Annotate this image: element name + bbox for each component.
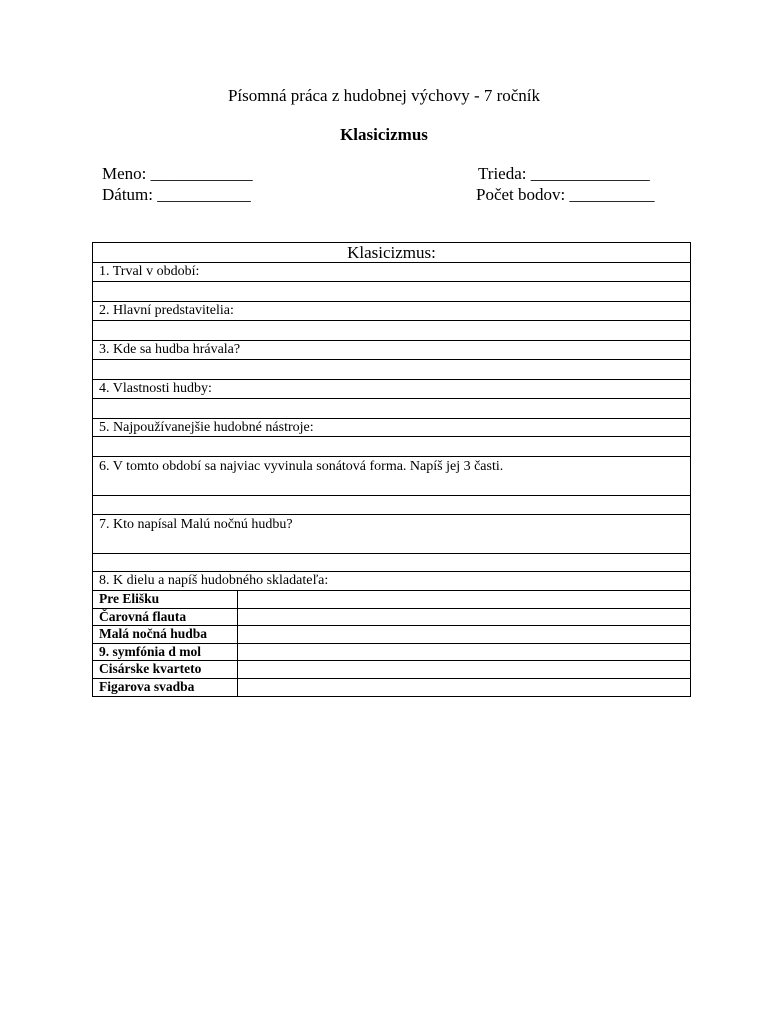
answer-row-6: [93, 496, 690, 515]
class-field: Trieda: ______________: [478, 164, 650, 183]
work-title: 9. symfónia d mol: [93, 644, 238, 661]
answer-row-2: [93, 321, 690, 341]
work-row: [93, 591, 690, 609]
answer-row-7: [93, 554, 690, 572]
quiz-table-heading: Klasicizmus:: [93, 243, 690, 263]
question-3: 3. Kde sa hudba hrávala?: [93, 341, 690, 360]
points-field: Počet bodov: __________: [476, 185, 655, 204]
answer-row-1: [93, 282, 690, 302]
quiz-table: [92, 242, 691, 697]
composer-answer-cell: [238, 644, 690, 661]
work-title: Pre Elišku: [93, 591, 238, 608]
work-row: [93, 661, 690, 679]
question-4: 4. Vlastnosti hudby:: [93, 380, 690, 399]
composer-answer-cell: [238, 609, 690, 626]
work-row: [93, 626, 690, 644]
date-field: Dátum: ___________: [102, 185, 251, 204]
work-title: Čarovná flauta: [93, 609, 238, 626]
answer-row-3: [93, 360, 690, 380]
answer-row-5: [93, 437, 690, 457]
work-title: Malá nočná hudba: [93, 626, 238, 643]
composer-answer-cell: [238, 661, 690, 678]
page-title: Písomná práca z hudobnej výchovy - 7 ročník: [227, 86, 541, 105]
composer-answer-cell: [238, 679, 690, 697]
question-2: 2. Hlavní predstavitelia:: [93, 302, 690, 321]
question-8: 8. K dielu a napíš hudobného skladateľa:: [93, 572, 690, 591]
question-6: 6. V tomto období sa najviac vyvinula sonátová forma. Napíš jej 3 časti.: [93, 457, 690, 496]
work-title: Figarova svadba: [93, 679, 238, 697]
work-row: [93, 679, 690, 697]
topic-title: Klasicizmus: [340, 125, 428, 144]
name-field: Meno: ____________: [102, 164, 253, 183]
question-1: 1. Trval v období:: [93, 263, 690, 282]
work-row: [93, 644, 690, 662]
composer-answer-cell: [238, 591, 690, 608]
composer-answer-cell: [238, 626, 690, 643]
work-title: Cisárske kvarteto: [93, 661, 238, 678]
answer-row-4: [93, 399, 690, 419]
work-row: [93, 609, 690, 627]
question-5: 5. Najpoužívanejšie hudobné nástroje:: [93, 419, 690, 437]
question-7: 7. Kto napísal Malú nočnú hudbu?: [93, 515, 690, 554]
